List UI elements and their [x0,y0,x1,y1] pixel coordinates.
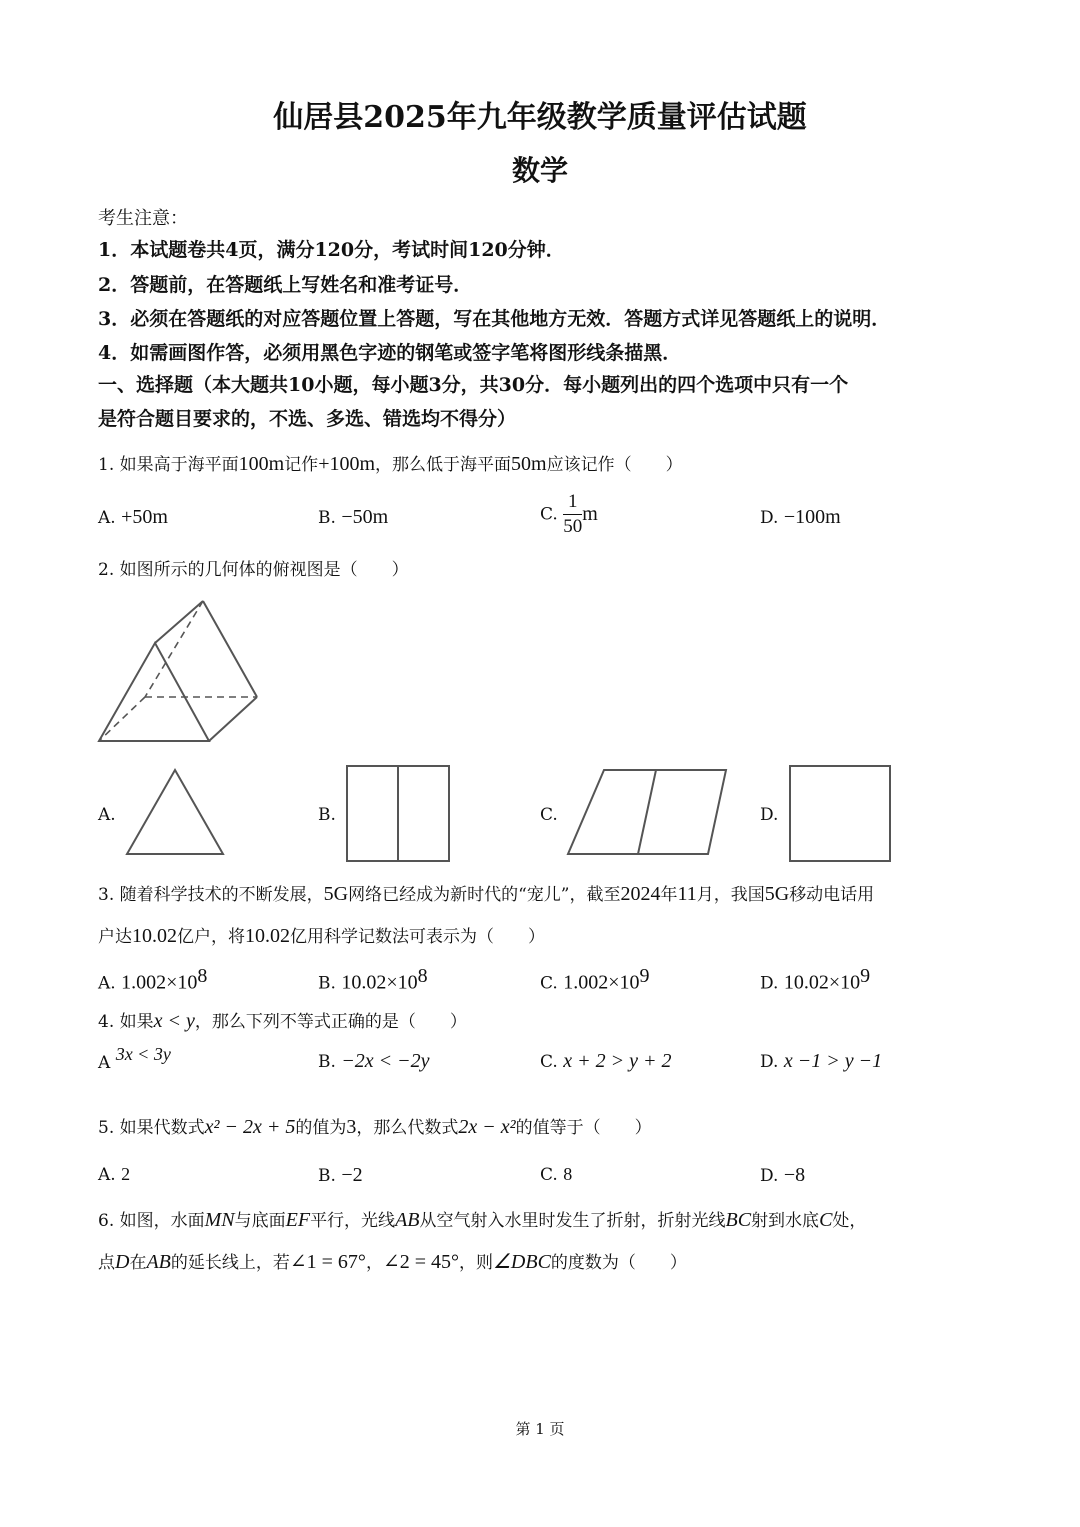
q3-5g: 5G [323,883,349,905]
q2-option-d[interactable]: D. [760,805,779,825]
q3-month: 11 [677,883,697,905]
q5-option-a-letter: A. [98,1165,116,1185]
q4-option-d-letter: D. [760,1052,779,1072]
q1-option-d[interactable] [760,506,841,529]
q3-option-c-letter: C. [540,973,558,994]
notice-item-4: 4．如需画图作答，必须用黑色字迹的钢笔或签字笔将图形线条描黑． [98,342,682,364]
q3-option-a[interactable] [98,965,207,995]
q4-option-c[interactable] [540,1050,671,1073]
q3-number: 10.02 [132,925,177,947]
q4-option-a-letter: A [98,1053,111,1073]
q3-option-a-exponent: 8 [197,965,208,987]
q4-option-d-expr: x −1 > y −1 [783,1050,883,1072]
q1-option-b-value: −50m [341,506,389,528]
q3-option-d-base: 10.02×10 [783,971,861,994]
fraction-denominator: 50 [563,516,583,537]
question-5-stem [98,1113,652,1139]
q1-option-d-letter: D. [760,508,779,528]
q4-option-a[interactable] [98,1044,171,1073]
q4-option-c-expr: x + 2 > y + 2 [563,1050,672,1072]
q3-text: 月，我国 [696,885,765,905]
page-number: 第 1 页 [515,1420,565,1438]
q5-text: 5. 如果代数式 [98,1118,205,1138]
q3-option-d[interactable] [760,965,870,995]
q6-var: C [819,1209,833,1231]
fraction-numerator: 1 [563,490,582,515]
q4-text: ，那么下列不等式正确的是（ ） [194,1012,467,1032]
question-1-stem [98,450,683,476]
q1-math-3: 50m [511,453,547,475]
q3-option-b-letter: B. [318,973,336,994]
q5-option-c[interactable] [540,1164,572,1185]
q5-option-a-value: 2 [121,1164,131,1184]
q6-text: 平行，光线 [310,1211,396,1231]
q4-text: 4. 如果 [98,1012,154,1032]
q1-math-1: 100m [238,453,285,475]
q1-option-c-letter: C. [540,504,558,525]
q2-option-c[interactable]: C. [540,805,558,825]
q5-value: 3 [346,1116,357,1138]
q3-text: 年 [660,885,678,905]
q3-option-a-base: 1.002×10 [121,971,198,994]
q6-var: AB [146,1251,171,1273]
q6-text: 处， [832,1211,867,1231]
q6-angle-3: ∠DBC [492,1251,551,1273]
q6-text: 点 [98,1253,115,1273]
q1-option-d-value: −100m [783,506,841,528]
prism-figure [95,595,265,750]
q2-option-b[interactable]: B. [318,805,336,825]
q1-option-b-letter: B. [318,508,336,528]
question-6-line-1 [98,1206,866,1232]
section-heading-line1: 一、选择题（本大题共10小题，每小题3分，共30分．每小题列出的四个选项中只有一个 [98,374,849,396]
q1-option-a-value: +50m [121,506,168,528]
q5-text: ，那么代数式 [356,1118,459,1138]
q6-text: 从空气射入水里时发生了折射，折射光线 [419,1211,726,1231]
notice-heading: 考生注意： [98,208,188,229]
q2-option-a[interactable]: A. [98,805,116,825]
q3-option-a-letter: A. [98,973,116,994]
q5-option-b-letter: B. [318,1166,336,1186]
q5-option-d-letter: D. [760,1166,779,1186]
q5-option-b-value: −2 [341,1164,363,1186]
q6-text: 6. 如图，水面 [98,1211,205,1231]
q3-5g: 5G [764,883,790,905]
q5-option-d[interactable] [760,1164,805,1187]
q2-option-d-square [787,763,893,865]
section-heading-line2: 是符合题目要求的，不选、多选、错选均不得分） [98,408,517,430]
q6-text: 在 [129,1253,147,1273]
q5-option-c-letter: C. [540,1165,558,1185]
question-3-line-2 [98,922,545,948]
q5-text: 的值等于（ ） [515,1118,652,1138]
q4-option-d[interactable] [760,1050,882,1073]
q3-option-d-letter: D. [760,973,779,994]
question-4-stem [98,1007,467,1033]
q3-option-c-base: 1.002×10 [563,971,640,994]
q3-text: 网络已经成为新时代的“宠儿”，截至 [348,885,621,905]
q3-option-b-base: 10.02×10 [341,971,418,994]
q1-option-a-letter: A. [98,508,116,528]
q3-text: 移动电话用 [789,885,875,905]
q5-option-a[interactable] [98,1164,130,1185]
q6-var: EF [285,1209,311,1231]
q4-option-b-expr: −2x < −2y [341,1050,430,1072]
q2-option-a-triangle [124,766,226,858]
q3-option-c-exponent: 9 [639,965,650,987]
q4-option-b-letter: B. [318,1052,336,1072]
q1-text-3: ，那么低于海平面 [375,455,512,475]
q5-expression-2: 2x − x² [458,1116,516,1138]
q5-text: 的值为 [295,1118,347,1138]
q3-text: 3. 随着科学技术的不断发展， [98,885,324,905]
q6-text: 的延长线上，若 [170,1253,290,1273]
q2-option-c-parallelograms [564,766,730,858]
q3-option-b[interactable] [318,965,428,995]
q6-text: ，则 [458,1253,493,1273]
q1-option-c[interactable] [540,490,598,539]
q1-option-c-unit: m [582,503,598,525]
question-2-stem: 2. 如图所示的几何体的俯视图是（ ） [98,560,409,580]
q3-option-b-exponent: 8 [417,965,428,987]
q5-option-b[interactable] [318,1164,363,1187]
q6-angle-1: ∠1 = 67° [289,1251,366,1273]
q5-option-d-value: −8 [783,1164,806,1186]
q4-option-b[interactable] [318,1050,430,1073]
q1-option-c-fraction [563,490,582,539]
q6-text: 射到水底 [751,1211,820,1231]
q4-option-a-expr: 3x < 3y [115,1044,171,1064]
q6-text: 的度数为（ ） [550,1253,687,1273]
q1-text-4: 应该记作（ ） [546,455,683,475]
question-6-line-2 [98,1248,687,1274]
q3-text: 户达 [98,927,132,947]
q3-number: 10.02 [245,925,290,947]
notice-item-2: 2．答题前，在答题纸上写姓名和准考证号． [98,274,473,296]
q6-var: BC [725,1209,752,1231]
q3-text: 亿用科学记数法可表示为（ ） [290,927,545,947]
q3-text: 亿户，将 [177,927,245,947]
notice-item-1: 1．本试题卷共4页，满分120分，考试时间120分钟． [98,239,565,261]
q1-option-b[interactable] [318,506,388,529]
question-3-line-1 [98,880,874,906]
q1-text-1: 1. 如果高于海平面 [98,455,239,475]
q6-var: AB [395,1209,420,1231]
subject-title: 数学 [511,154,568,187]
q1-math-2: +100m [318,453,376,475]
q6-text: 与底面 [234,1211,286,1231]
q5-expression-1: x² − 2x + 5 [204,1116,296,1138]
q3-option-c[interactable] [540,965,650,995]
q1-option-a[interactable] [98,506,168,529]
q1-text-2: 记作 [284,455,319,475]
q6-var: MN [204,1209,235,1231]
exam-title: 仙居县2025年九年级教学质量评估试题 [273,100,807,135]
q4-condition: x < y [153,1010,195,1032]
q6-text: ， [365,1253,383,1273]
q4-option-c-letter: C. [540,1052,558,1072]
q5-option-c-value: 8 [563,1164,573,1184]
q6-var: D [115,1251,130,1273]
q6-angle-2: ∠2 = 45° [382,1251,459,1273]
notice-item-3: 3．必须在答题纸的对应答题位置上答题，写在其他地方无效．答题方式详见答题纸上的说明． [98,308,891,330]
q3-option-d-exponent: 9 [860,965,871,987]
q2-option-b-divided-rectangle [344,763,452,865]
q3-year: 2024 [620,883,661,905]
